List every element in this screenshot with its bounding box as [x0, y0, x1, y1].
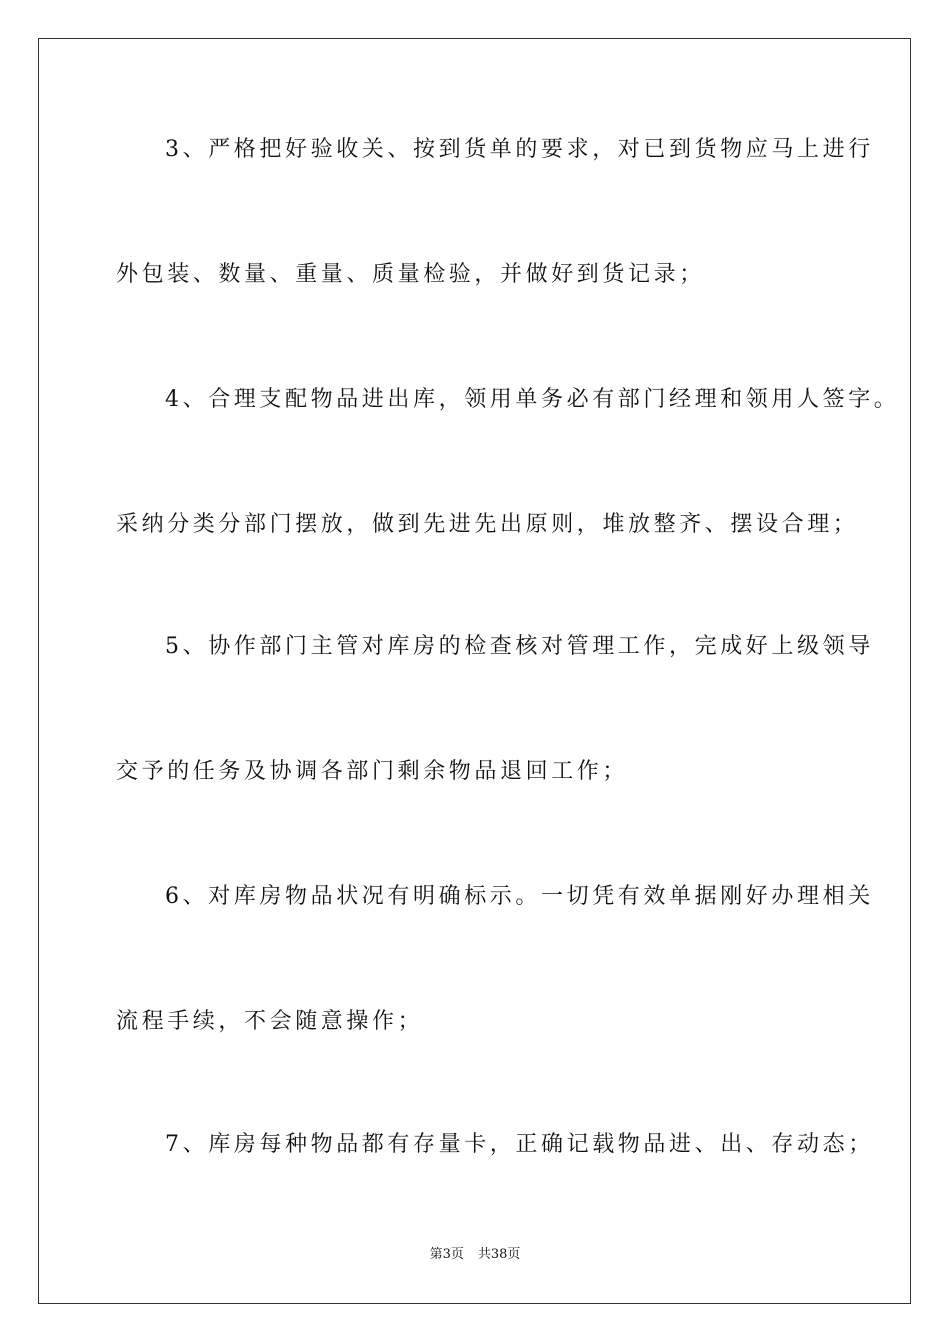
- page-border: [38, 38, 911, 1304]
- paragraph-4-line-1: 4、合理支配物品进出库，领用单务必有部门经理和领用人签字。: [165, 387, 900, 412]
- page-footer: [0, 1246, 950, 1264]
- paragraph-3-line-1: 3、严格把好验收关、按到货单的要求，对已到货物应马上进行: [165, 137, 874, 162]
- paragraph-5-line-2: 交予的任务及协调各部门剩余物品退回工作；: [116, 759, 629, 784]
- paragraph-7-line-1: 7、库房每种物品都有存量卡，正确记载物品进、出、存动态；: [165, 1132, 874, 1157]
- paragraph-4-line-2: 采纳分类分部门摆放，做到先进先出原则，堆放整齐、摆设合理；: [116, 512, 859, 537]
- paragraph-5-line-1: 5、协作部门主管对库房的检查核对管理工作，完成好上级领导: [165, 634, 874, 659]
- page-number: 第3页: [429, 1247, 464, 1262]
- total-pages: 共38页: [477, 1247, 521, 1262]
- paragraph-3-line-2: 外包装、数量、重量、质量检验，并做好到货记录；: [116, 262, 705, 287]
- paragraph-6-line-2: 流程手续，不会随意操作；: [116, 1009, 424, 1034]
- paragraph-6-line-1: 6、对库房物品状况有明确标示。一切凭有效单据刚好办理相关: [165, 884, 874, 909]
